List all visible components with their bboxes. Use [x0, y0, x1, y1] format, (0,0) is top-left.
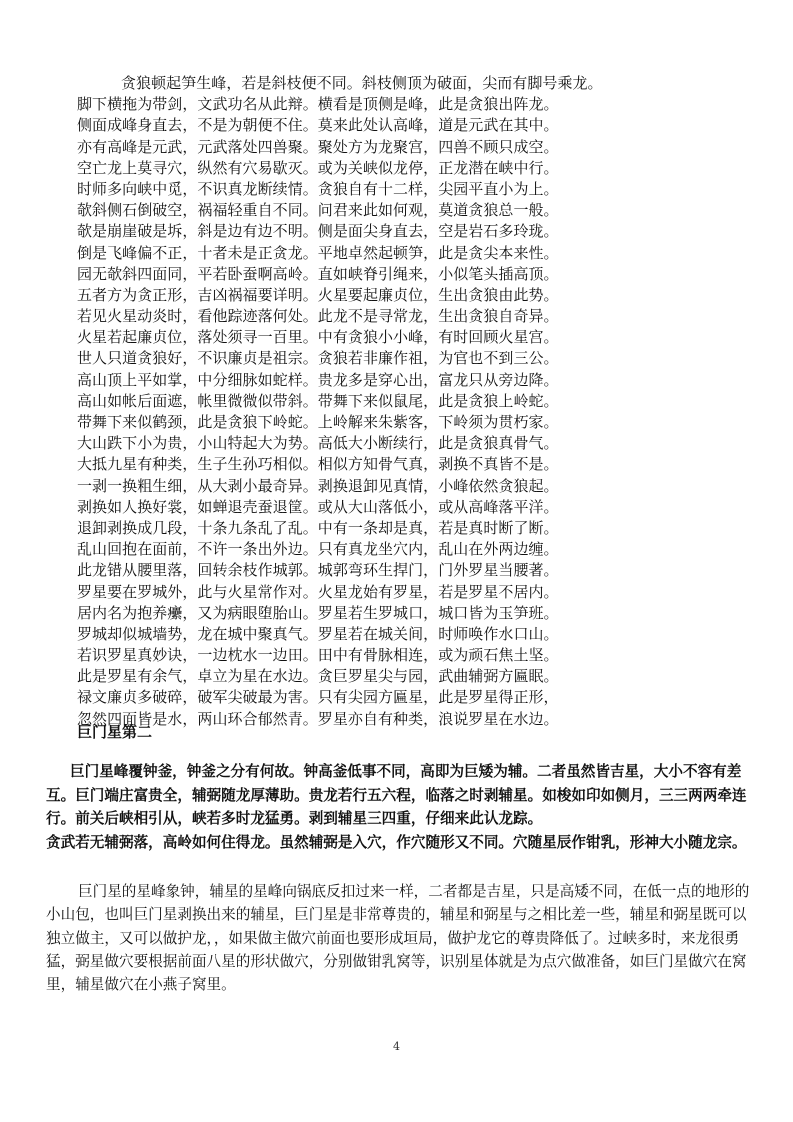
verse-line: 罗星要在罗城外，此与火星常作对。火星龙始有罗星，若是罗星不居内。 — [77, 582, 559, 601]
verse-line: 一剥一换粗生细，从大剥小最奇异。剥换退卸见真情，小峰依然贪狼起。 — [77, 476, 559, 495]
verse-line: 剥换如人换好裳，如蝉退壳蚕退筐。或从大山落低小，或从高峰落平洋。 — [77, 497, 559, 516]
verse-line: 居内名为抱养癳，又为病眼堕胎山。罗星若生罗城口，城口皆为玉笋班。 — [77, 603, 559, 622]
verse-line: 退卸剥换成几段，十条九条乱了乱。中有一条却是真，若是真时断了断。 — [77, 518, 559, 537]
verse-line: 带舞下来似鹤颈，此是贪狼下岭蛇。上岭解来朱紫客，下岭须为贯朽家。 — [77, 413, 559, 431]
verse-line: 世人只道贪狼好，不识廉贞是祖宗。贪狼若非廉作祖，为官也不到三公。 — [77, 349, 559, 368]
verse-line: 高山如帐后面遮，帐里微微似带斜。带舞下来似鼠尾，此是贪狼上岭蛇。 — [77, 391, 559, 410]
verse-line: 侧面成峰身直去，不是为朝便不住。莫来此处认高峰，道是元武在其中。 — [77, 116, 559, 135]
verse-line: 若识罗星真妙诀，一边枕水一边田。田中有骨脉相连，或为顽石焦土坚。 — [77, 646, 559, 665]
verse-line: 倒是飞峰偏不正，十者未是正贪龙。平地卓然起顿笋，此是贪尖本来性。 — [77, 243, 559, 262]
page-number: 4 — [393, 1040, 400, 1053]
verse-line: 脚下横拖为带剑，文武功名从此辩。横看是顶侧是峰，此是贪狼出阵龙。 — [77, 95, 559, 114]
verse-paragraph-part: 巨门星峰覆钟釜，钟釜之分有何故。钟高釜低事不同，高即为巨矮为辅。二者虽然皆吉星，大小不容有差互。巨门端庄富贵全，辅弼随龙厚薄助。贵龙若行五六程，临落之时剥辅星。如梭如印如侧月，三三两两牵连行。前关后峡相引从，峡若多时龙猛勇。剥到辅星三四重，仔细来此认龙踪。 — [46, 763, 747, 827]
explanation-paragraph: 巨门星的星峰象钟，辅星的星峰向锅底反扣过来一样，二者都是吉星，只是高矮不同，在低一点的地形的小山包，也叫巨门星剥换出来的辅星，巨门星是非常尊贵的，辅星和弼星与之相比差一些，辅星和弼星既可以独立做主，又可以做护龙，，如果做主做穴前面也要形成垣局，做护龙它的尊贵降低了。过峡多时，来龙很勇猛，弼星做穴要根据前面八星的形状做穴，分别做钳乳窝等，识别星体就是为点穴做准备，如巨门星做穴在窝里，辅星做穴在小燕子窝里。 — [46, 883, 750, 994]
verse-line: 时师多向峡中觅，不识真龙断续情。贪狼自有十二样，尖园平直小为上。 — [77, 179, 559, 198]
verse-paragraph-part: 贪武若无辅弼落，高岭如何住得龙。虽然辅弼是入穴，作穴随形又不同。穴随星辰作钳乳，形神大小随龙宗。 — [46, 833, 747, 851]
verse-line: 欹是崩崖破是坼，斜是边有边不明。侧是面尖身直去，空是岩石多玲珑。 — [77, 222, 559, 241]
verse-line: 五者方为贪正形，吉凶祸福要详明。火星要起廉贞位，生出贪狼由此势。 — [77, 285, 559, 304]
verse-line: 此是罗星有余气，卓立为星在水边。贪巨罗星尖与园，武曲辅弼方匾眠。 — [77, 667, 559, 686]
verse-line: 大山跌下小为贵，小山特起大为势。高低大小断续行，此是贪狼真骨气。 — [77, 434, 559, 453]
verse-line: 乱山回抱在面前，不许一条出外边。只有真龙坐穴内，乱山在外两边缠。 — [77, 540, 559, 559]
verse-line: 忽然四面皆是水，两山环合郁然青。罗星亦自有种类，浪说罗星在水边。 — [77, 709, 559, 728]
verse-line: 大抵九星有种类，生子生孙巧相似。相似方知骨气真，剥换不真皆不是。 — [77, 455, 559, 474]
verse-line: 此龙错从腰里落，回转余枝作城郭。城郭弯环生捍门，门外罗星当腰著。 — [77, 561, 559, 580]
verse-line: 火星若起廉贞位，落处须寻一百里。中有贪狼小小峰，有时回顾火星宫。 — [77, 328, 559, 347]
verse-line: 高山顶上平如掌，中分细脉如蛇样。贵龙多是穿心出，富龙只从旁边降。 — [77, 370, 559, 389]
section-heading: 巨门星第二 — [77, 723, 153, 741]
verse-line: 禄文廉贞多破碎，破军尖破最为害。只有尖园方匾星，此是罗星得正形， — [77, 688, 559, 707]
verse-line: 亦有高峰是元武，元武落处四兽聚。聚处方为龙聚宫，四兽不顾只成空。 — [77, 137, 559, 156]
verse-line: 罗城却似城墙势，龙在城中聚真气。罗星若在城关间，时师唤作水口山。 — [77, 624, 559, 643]
verse-line: 空亡龙上莫寻穴，纵然有穴易歇灭。或为关峡似龙停，正龙潜在峡中行。 — [77, 158, 559, 177]
verse-line: 若见火星动炎时，看他踪迹落何处。此龙不是寻常龙，生出贪狼自奇异。 — [77, 307, 559, 326]
verse-block — [77, 73, 717, 730]
verse-paragraph — [46, 760, 750, 854]
verse-line: 贪狼顿起笋生峰，若是斜枝便不同。斜枝侧顶为破面，尖而有脚号乘龙。 — [121, 74, 603, 92]
verse-line: 园无欹斜四面同，平若卧蚕啊高岭。直如峡脊引绳来，小似笔头插高顶。 — [77, 264, 559, 283]
verse-line: 欹斜侧石倒破空，祸福轻重自不同。问君来此如何观，莫道贪狼总一般。 — [77, 201, 559, 220]
